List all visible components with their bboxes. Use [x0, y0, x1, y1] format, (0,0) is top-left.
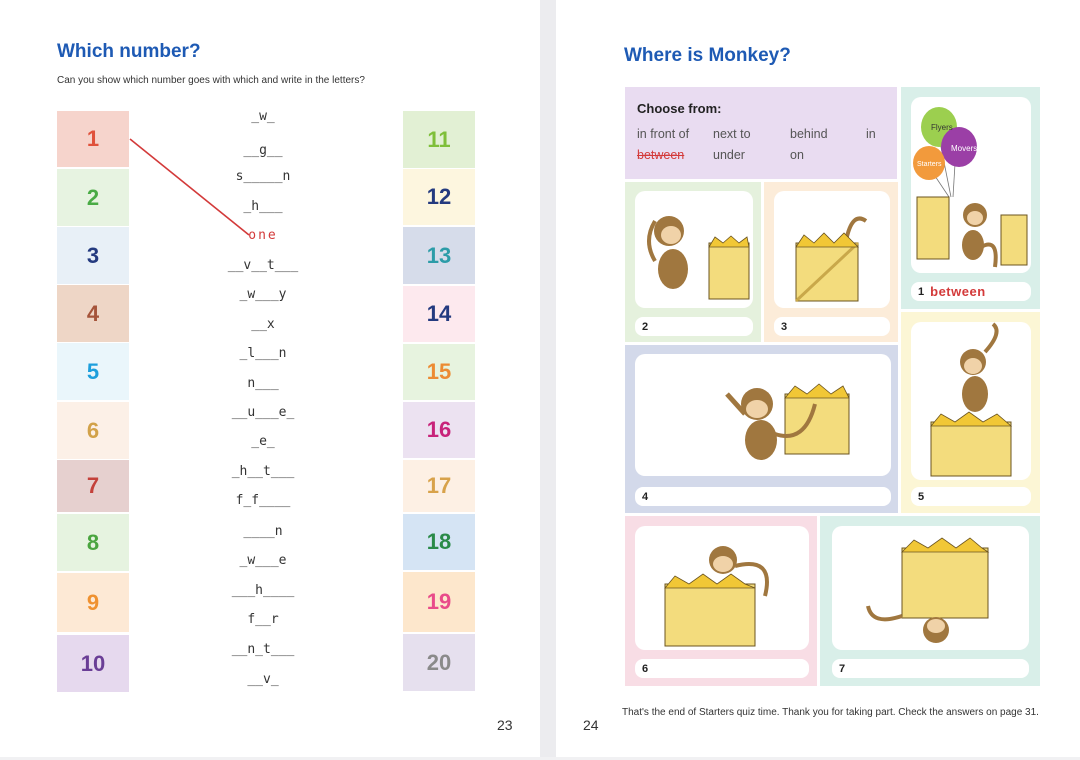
option-behind: behind — [790, 127, 828, 141]
option-on: on — [790, 148, 804, 162]
word-puzzle: n___ — [247, 376, 279, 391]
panel-5-label — [911, 487, 1031, 506]
answer-word: one — [248, 228, 278, 243]
word-puzzle: f_f____ — [235, 493, 291, 508]
panel-1-answer: between — [930, 284, 986, 299]
panel-2-label — [635, 317, 753, 336]
number-box-7: 7 — [57, 460, 129, 512]
panel-3-number: 3 — [781, 320, 788, 333]
word-puzzle: _h___ — [243, 199, 283, 214]
balloon-starters-text: Starters — [917, 161, 942, 168]
number-box-14: 14 — [403, 286, 475, 342]
monkey-in-box-image — [635, 526, 809, 650]
panel-2-number: 2 — [642, 320, 649, 333]
instruction-text: Can you show which number goes with which and write in the letters? — [57, 75, 365, 86]
panel-5-number: 5 — [918, 490, 925, 503]
word-puzzle: ____n — [243, 524, 283, 539]
panel-7-number: 7 — [839, 662, 846, 675]
word-puzzle: __n_t___ — [231, 642, 295, 657]
choose-from-heading: Choose from: — [637, 101, 722, 116]
panel-4-label — [635, 487, 891, 506]
word-puzzle: f__r — [247, 612, 279, 627]
balloon-flyers-text: Flyers — [931, 123, 953, 132]
panel-4-number: 4 — [642, 490, 649, 503]
panel-1-number: 1 — [918, 285, 925, 298]
number-box-6: 6 — [57, 402, 129, 459]
monkey-under-box-image — [832, 526, 1029, 650]
panel-1 — [901, 87, 1040, 309]
panel-6-label — [635, 659, 809, 678]
number-box-19: 19 — [403, 572, 475, 632]
panel-7-label — [832, 659, 1029, 678]
footer-text: That's the end of Starters quiz time. Thank you for taking part. Check the answers on page 31. — [622, 707, 1039, 718]
page-number-left: 23 — [497, 717, 513, 733]
word-puzzle: ___h____ — [231, 583, 295, 598]
word-puzzle: __v_ — [247, 672, 279, 687]
panel-1-label — [911, 282, 1031, 301]
number-box-16: 16 — [403, 402, 475, 458]
option-in-front-of: in front of — [637, 127, 690, 141]
panel-3 — [764, 182, 898, 342]
word-puzzle: _w___y — [239, 287, 287, 302]
number-box-18: 18 — [403, 514, 475, 570]
number-box-13: 13 — [403, 227, 475, 284]
panel-2 — [625, 182, 761, 342]
monkey-behind-box-image — [774, 191, 890, 308]
word-puzzle: s_____n — [235, 169, 291, 184]
panel-5-picture — [911, 322, 1031, 480]
panel-5 — [901, 312, 1040, 513]
number-box-9: 9 — [57, 573, 129, 632]
panel-1-picture — [911, 97, 1031, 273]
option-between-crossed: between — [637, 148, 685, 162]
panel-6-number: 6 — [642, 662, 649, 675]
page-number-right: 24 — [583, 717, 599, 733]
which-number-title: Which number? — [57, 41, 201, 62]
number-box-8: 8 — [57, 514, 129, 571]
option-under: under — [713, 148, 745, 162]
where-is-monkey-title: Where is Monkey? — [624, 45, 791, 66]
number-box-15: 15 — [403, 344, 475, 400]
panel-2-picture — [635, 191, 753, 308]
number-box-20: 20 — [403, 634, 475, 691]
panel-6 — [625, 516, 817, 686]
panel-4 — [625, 345, 898, 513]
option-in: in — [866, 127, 876, 141]
panel-4-picture — [635, 354, 891, 476]
panel-3-label — [774, 317, 890, 336]
word-puzzle: __v__t___ — [227, 258, 299, 273]
monkey-between-boxes-image — [911, 97, 1031, 273]
number-box-3: 3 — [57, 227, 129, 284]
number-box-2: 2 — [57, 169, 129, 226]
number-box-4: 4 — [57, 285, 129, 342]
word-puzzle: __u___e_ — [231, 405, 295, 420]
monkey-on-box-image — [911, 322, 1031, 480]
word-puzzle: _w___e — [239, 553, 287, 568]
number-box-12: 12 — [403, 169, 475, 225]
number-box-10: 10 — [57, 635, 129, 692]
choose-from-box — [625, 87, 897, 179]
monkey-in-front-of-box-image — [635, 354, 891, 476]
monkey-next-to-box-image — [635, 191, 753, 308]
word-puzzle: _l___n — [239, 346, 287, 361]
number-box-17: 17 — [403, 460, 475, 512]
number-box-5: 5 — [57, 343, 129, 400]
panel-6-picture — [635, 526, 809, 650]
balloon-movers-text: Movers — [951, 144, 978, 153]
number-box-1: 1 — [57, 111, 129, 167]
page-gutter — [540, 0, 556, 757]
panel-7 — [820, 516, 1040, 686]
panel-7-picture — [832, 526, 1029, 650]
word-puzzle: __x — [251, 317, 275, 332]
number-box-11: 11 — [403, 111, 475, 168]
word-puzzle: _e_ — [251, 434, 275, 449]
word-puzzle: _h__t___ — [231, 464, 295, 479]
option-next-to: next to — [713, 127, 751, 141]
word-puzzle: _w_ — [251, 109, 275, 124]
panel-3-picture — [774, 191, 890, 308]
word-puzzle: __g__ — [243, 143, 283, 158]
